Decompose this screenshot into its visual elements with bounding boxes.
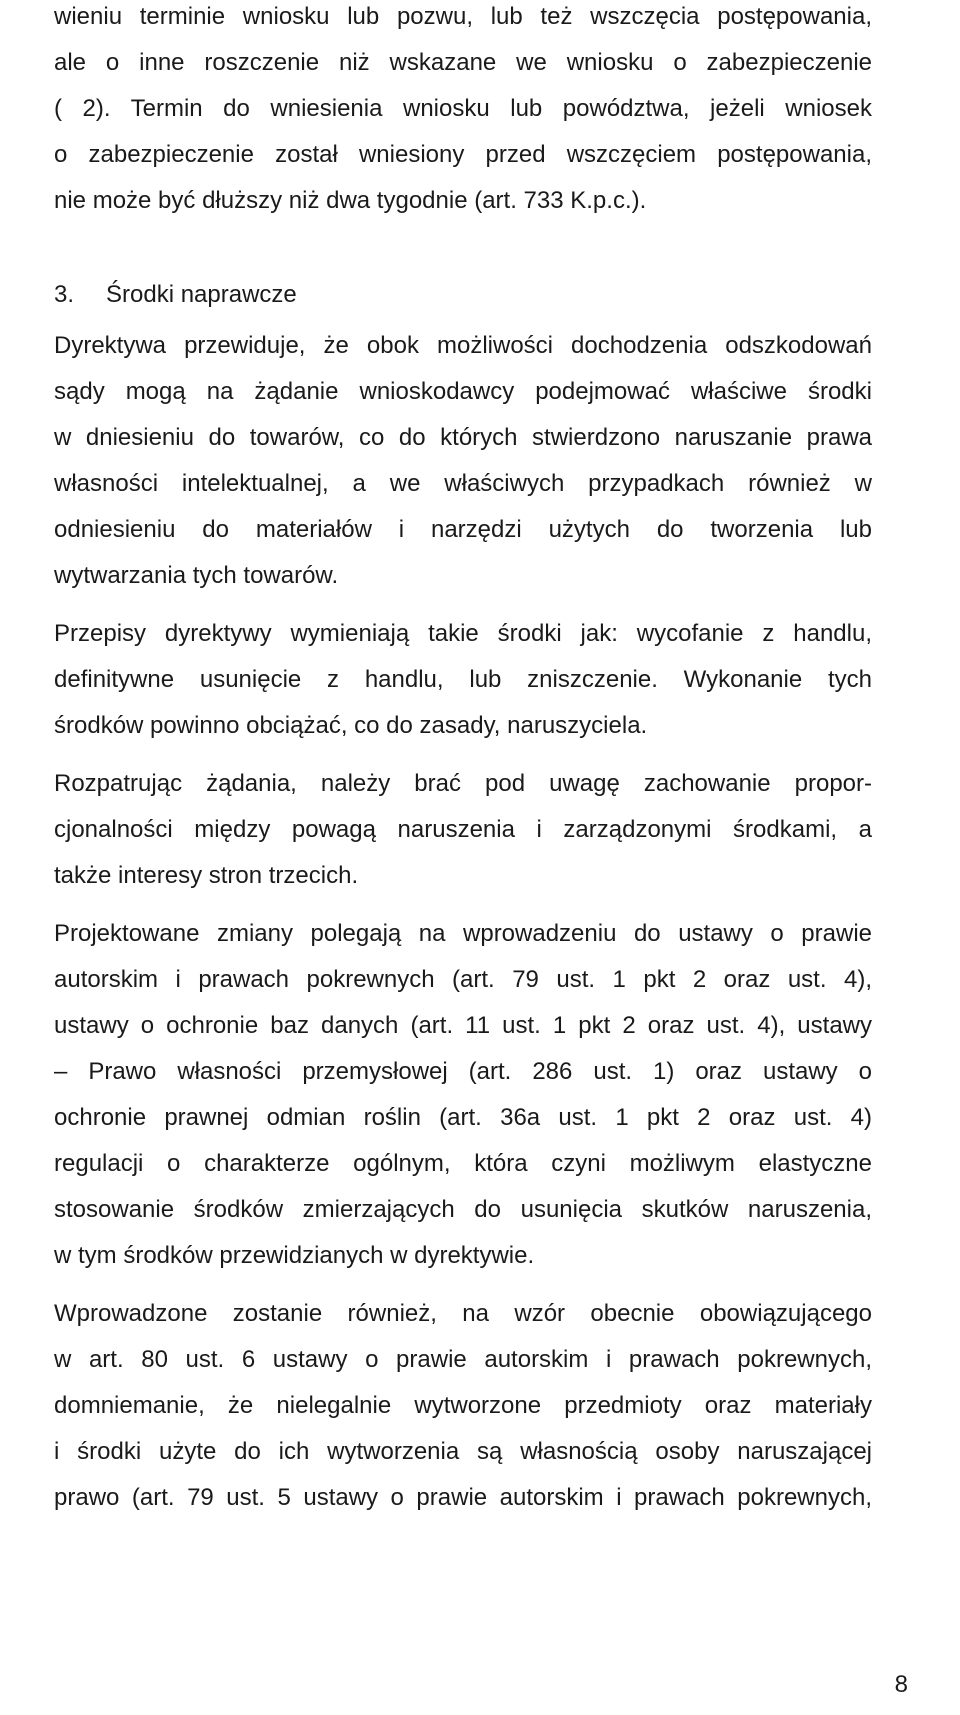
section-title: Środki naprawcze bbox=[106, 281, 297, 308]
text-line: ale o inne roszczenie niż wskazane we wniosku o zabezpieczenie bbox=[54, 49, 872, 76]
text-line: odniesieniu do materiałów i narzędzi użytych do tworzenia lub bbox=[54, 516, 872, 543]
text-line: własności intelektualnej, a we właściwych przypadkach również w bbox=[54, 470, 872, 497]
text-line: ustawy o ochronie baz danych (art. 11 ust. 1 pkt 2 oraz ust. 4), ustawy bbox=[54, 1012, 872, 1039]
paragraph bbox=[54, 1291, 872, 1521]
text-line: Wprowadzone zostanie również, na wzór obecnie obowiązującego bbox=[54, 1300, 872, 1327]
section-body bbox=[54, 323, 872, 1521]
text-line: w tym środków przewidzianych w dyrektywie. bbox=[54, 1242, 535, 1269]
text-line: środków powinno obciążać, co do zasady, naruszyciela. bbox=[54, 712, 648, 739]
paragraph bbox=[54, 761, 872, 899]
text-line: w art. 80 ust. 6 ustawy o prawie autorskim i prawach pokrewnych, bbox=[54, 1346, 872, 1373]
text-line: regulacji o charakterze ogólnym, która czyni możliwym elastyczne bbox=[54, 1150, 872, 1177]
text-line: stosowanie środków zmierzających do usunięcia skutków naruszenia, bbox=[54, 1196, 872, 1223]
text-line: – Prawo własności przemysłowej (art. 286 ust. 1) oraz ustawy o bbox=[54, 1058, 872, 1085]
text-line: Projektowane zmiany polegają na wprowadzeniu do ustawy o prawie bbox=[54, 920, 872, 947]
text-line: o zabezpieczenie został wniesiony przed wszczęciem postępowania, bbox=[54, 141, 872, 168]
text-line: w dniesieniu do towarów, co do których stwierdzono naruszanie prawa bbox=[54, 424, 872, 451]
text-line: sądy mogą na żądanie wnioskodawcy podejmować właściwe środki bbox=[54, 378, 872, 405]
text-line: i środki użyte do ich wytworzenia są własnością osoby naruszającej bbox=[54, 1438, 872, 1465]
text-line: Rozpatrując żądania, należy brać pod uwagę zachowanie propor- bbox=[54, 770, 872, 797]
text-line: nie może być dłuższy niż dwa tygodnie (art. 733 K.p.c.). bbox=[54, 187, 647, 214]
text-line: autorskim i prawach pokrewnych (art. 79 ust. 1 pkt 2 oraz ust. 4), bbox=[54, 966, 872, 993]
text-line: ochronie prawnej odmian roślin (art. 36a ust. 1 pkt 2 oraz ust. 4) bbox=[54, 1104, 872, 1131]
section-number: 3. bbox=[54, 281, 75, 308]
paragraph bbox=[54, 611, 872, 749]
page-number: 8 bbox=[894, 1671, 908, 1698]
text-line: prawo (art. 79 ust. 5 ustawy o prawie autorskim i prawach pokrewnych, bbox=[54, 1484, 872, 1511]
paragraph bbox=[54, 323, 872, 599]
text-line: ( 2). Termin do wniesienia wniosku lub powództwa, jeżeli wniosek bbox=[54, 95, 872, 122]
text-line: Przepisy dyrektywy wymieniają takie środki jak: wycofanie z handlu, bbox=[54, 620, 872, 647]
text-line: domniemanie, że nielegalnie wytworzone przedmioty oraz materiały bbox=[54, 1392, 872, 1419]
section-heading bbox=[54, 272, 297, 318]
text-line: wieniu terminie wniosku lub pozwu, lub też wszczęcia postępowania, bbox=[54, 3, 872, 30]
text-line: Dyrektywa przewiduje, że obok możliwości dochodzenia odszkodowań bbox=[54, 332, 872, 359]
text-line: wytwarzania tych towarów. bbox=[54, 562, 339, 589]
paragraph bbox=[54, 911, 872, 1279]
top-paragraph bbox=[54, 0, 872, 224]
text-line: cjonalności między powagą naruszenia i zarządzonymi środkami, a bbox=[54, 816, 872, 843]
text-line: definitywne usunięcie z handlu, lub zniszczenie. Wykonanie tych bbox=[54, 666, 872, 693]
text-line: także interesy stron trzecich. bbox=[54, 862, 359, 889]
